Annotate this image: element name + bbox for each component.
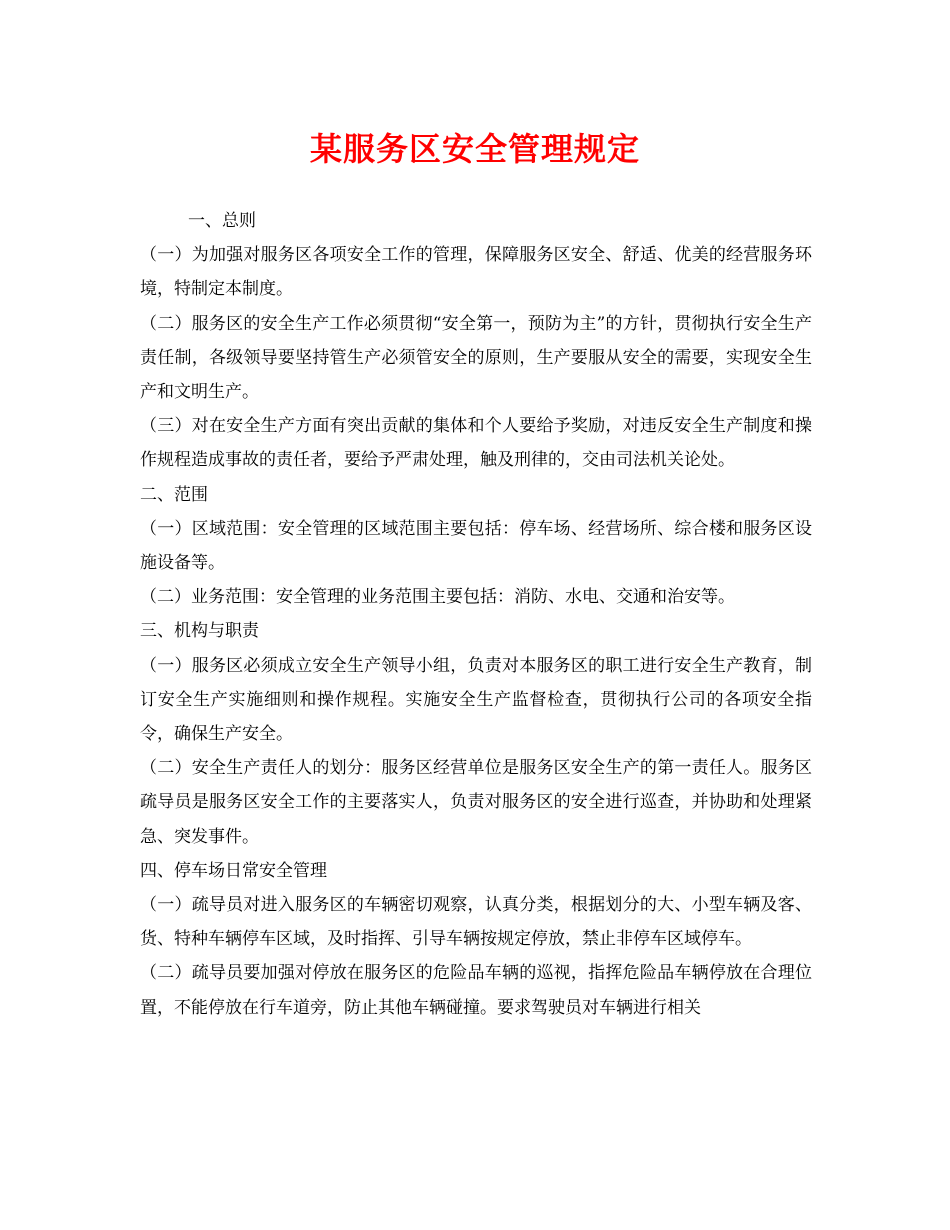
section-heading: 三、机构与职责 <box>140 621 259 642</box>
paragraph: （二）安全生产责任人的划分：服务区经营单位是服务区安全生产的第一责任人。服务区疏导员是服务区安全工作的主要落实人，负责对服务区的安全进行巡查，并协助和处理紧急、突发事件。 <box>140 758 812 847</box>
document-body <box>140 204 812 1025</box>
document-title: 某服务区安全管理规定 <box>309 130 640 168</box>
paragraph: （三）对在安全生产方面有突出贡献的集体和个人要给予奖励，对违反安全生产制度和操作规程造成事故的责任者，要给予严肃处理，触及刑律的，交由司法机关论处。 <box>140 416 812 471</box>
section-heading: 一、总则 <box>188 211 256 231</box>
paragraph: （二）服务区的安全生产工作必须贯彻“安全第一，预防为主”的方针，贯彻执行安全生产责任制，各级领导要坚持管生产必须管安全的原则，生产要服从安全的需要，实现安全生产和文明生产。 <box>140 313 812 403</box>
paragraph: （二）业务范围：安全管理的业务范围主要包括：消防、水电、交通和治安等。 <box>140 587 735 608</box>
paragraph: （一）区域范围：安全管理的区域范围主要包括：停车场、经营场所、综合楼和服务区设施设备等。 <box>140 518 812 574</box>
section-heading: 四、停车场日常安全管理 <box>140 860 327 881</box>
paragraph: （一）疏导员对进入服务区的车辆密切观察，认真分类，根据划分的大、小型车辆及客、货、特种车辆停车区域，及时指挥、引导车辆按规定停放，禁止非停车区域停车。 <box>140 895 812 950</box>
paragraph: （一）服务区必须成立安全生产领导小组，负责对本服务区的职工进行安全生产教育，制订安全生产实施细则和操作规程。实施安全生产监督检查，贯彻执行公司的各项安全指令，确保生产安全。 <box>140 655 812 745</box>
paragraph: （一）为加强对服务区各项安全工作的管理，保障服务区安全、舒适、优美的经营服务环境，特制定本制度。 <box>140 245 812 300</box>
section-heading: 二、范围 <box>140 484 208 505</box>
paragraph: （二）疏导员要加强对停放在服务区的危险品车辆的巡视，指挥危险品车辆停放在合理位置，不能停放在行车道旁，防止其他车辆碰撞。要求驾驶员对车辆进行相关 <box>140 963 812 1018</box>
